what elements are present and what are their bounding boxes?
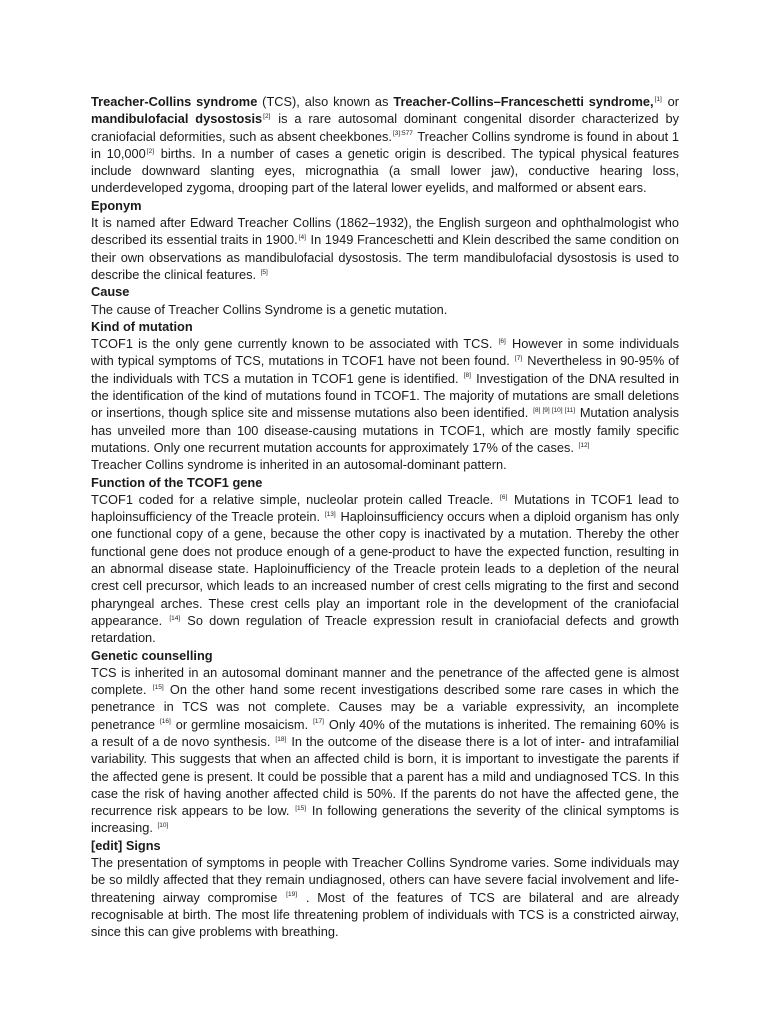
eponym-paragraph: It is named after Edward Treacher Collins (1862–1932), the English surgeon and ophthalmologist who described its essential traits in 1900.[4] In 1949 Franceschetti and Klein described the same condition on their own observations as mandibulofacial dysostosis. The term mandibulofacial dysostosis is used to describe the clinical features. [5] [91, 215, 680, 282]
citation[interactable]: [4] [298, 234, 306, 242]
citation[interactable]: [2] [263, 113, 271, 121]
cause-paragraph: The cause of Treacher Collins Syndrome is a genetic mutation. [91, 301, 448, 317]
heading-cause: Cause [91, 284, 130, 300]
citation[interactable]: [8] [9] [10] [11] [533, 407, 576, 415]
intro-paragraph: Treacher-Collins syndrome (TCS), also known as Treacher-Collins–Franceschetti syndrome,[1] or mandibulofacial dysostosis[2] is a rare autosomal dominant congenital disorder characterized by craniofacial deformities, such as absent cheekbones.$^{[3]:577}$ Treacher Collins syndrome is found in about 1 in 10,000[2] births. In a number of cases a genetic origin is described. The typical physical features include downward slanting eyes, micrognathia (a small lower jaw), conductive hearing loss, underdeveloped zygoma, drooping part of the lateral lower eyelids, and malformed or absent ears. [91, 94, 680, 196]
heading-kind-of-mutation: Kind of mutation [91, 318, 193, 334]
heading-signs[interactable]: [edit] Signs [91, 837, 161, 853]
term-franceschetti: Treacher-Collins–Franceschetti syndrome, [393, 94, 654, 109]
citation[interactable]: [13] [324, 510, 336, 518]
citation[interactable]: [15] [295, 804, 307, 812]
counselling-paragraph: TCS is inherited in an autosomal dominant manner and the penetrance of the affected gene is almost complete. [15] On the other hand some recent investigations described some rare cases in which the penetrance in TCS was not complete. Causes may be a variable expressivity, an incomplete penetrance [16] or germline mosaicism. [17] Only 40% of the mutations is inherited. The remaining 60% is a result of a de novo synthesis. [18] In the outcome of the disease there is a lot of inter- and intrafamilial variability. This suggests that when an affected child is born, it is important to investigate the parents if the affected gene is present. It could be possible that a parent has a mild and undiagnosed TCS. In this case the risk of having another affected child is 50%. If the parents do not have the affected gene, the recurrence risk appears to be low. [15] In following generations the severity of the clinical symptoms is increasing. [10] [91, 664, 679, 836]
citation[interactable]: [6] [500, 493, 508, 501]
citation[interactable]: [1] [654, 95, 662, 103]
signs-paragraph: The presentation of symptoms in people with Treacher Collins Syndrome varies. Some individuals may be so mildly affected that they remain undiagnosed, others can have severe facial involvement and life-threatening airway compromise [19] . Most of the features of TCS are bilateral and are already recognisable at birth. The most life threatening problem of individuals with TCS is a constricted airway, since this can give problems with breathing. [91, 855, 679, 940]
citation[interactable]: [15] [152, 683, 164, 691]
citation[interactable]: [5] [260, 268, 268, 276]
citation[interactable]: [2] [146, 147, 155, 155]
mutation-paragraph: TCOF1 is the only gene currently known to be associated with TCS. [6] However in some individuals with typical symptoms of TCS, mutations in TCOF1 have not been found. [7] Nevertheless in 90-95% of the individuals with TCS a mutation in TCOF1 gene is identified. [8] Investigation of the DNA resulted in the identification of the kind of mutations found in TCOF1. The majority of mutations are small deletions or insertions, though splice site and missense mutations also been identified. [8] [9] [10] [11] Mutation analysis has unveiled more than 100 disease-causing mutations in TCOF1, which are mostly family specific mutations. Only one recurrent mutation accounts for approximately 17% of the cases. [12] [91, 336, 680, 455]
citation[interactable]: [18] [275, 735, 287, 743]
heading-function-tcof1: Function of the TCOF1 gene [91, 474, 263, 490]
citation[interactable]: [16] [159, 718, 171, 726]
citation[interactable]: [19] [286, 891, 298, 899]
citation[interactable]: [14] [169, 614, 181, 622]
heading-genetic-counselling: Genetic counselling [91, 647, 213, 663]
citation[interactable]: [7] [514, 355, 523, 363]
citation[interactable]: [8] [463, 372, 471, 380]
function-paragraph: TCOF1 coded for a relative simple, nucleolar protein called Treacle. [6] Mutations in TCOF1 lead to haploinsufficiency of the Treacle protein. [13] Haploinsufficiency occurs when a diploid organism has only one functional copy of a gene, because the other copy is inactivated by a mutation. Thereby the other functional gene does not produce enough of a gene-product to have the expected function, resulting in an abnormal disease state. Haploinufficiency of the Treacle protein leads to a depletion of the neural crest cell precursor, which leads to an increased number of crest cells migrating to the first and second pharyngeal arches. These crest cells play an important role in the development of the craniofacial appearance. [14] So down regulation of Treacle expression result in craniofacial defects and growth retardation. [91, 491, 679, 646]
citation[interactable]: [6] [498, 337, 506, 345]
citation[interactable]: [12] [578, 441, 590, 449]
heading-eponym: Eponym [91, 197, 142, 213]
citation[interactable]: [10] [157, 822, 169, 830]
term-mandibulofacial: mandibulofacial dysostosis [91, 111, 263, 127]
term-treacher-collins: Treacher-Collins syndrome [91, 94, 258, 109]
citation[interactable]: [3]:577 [392, 130, 413, 138]
citation[interactable]: [17] [313, 718, 324, 726]
inheritance-pattern-line: Treacher Collins syndrome is inherited in an autosomal-dominant pattern. [91, 457, 507, 473]
